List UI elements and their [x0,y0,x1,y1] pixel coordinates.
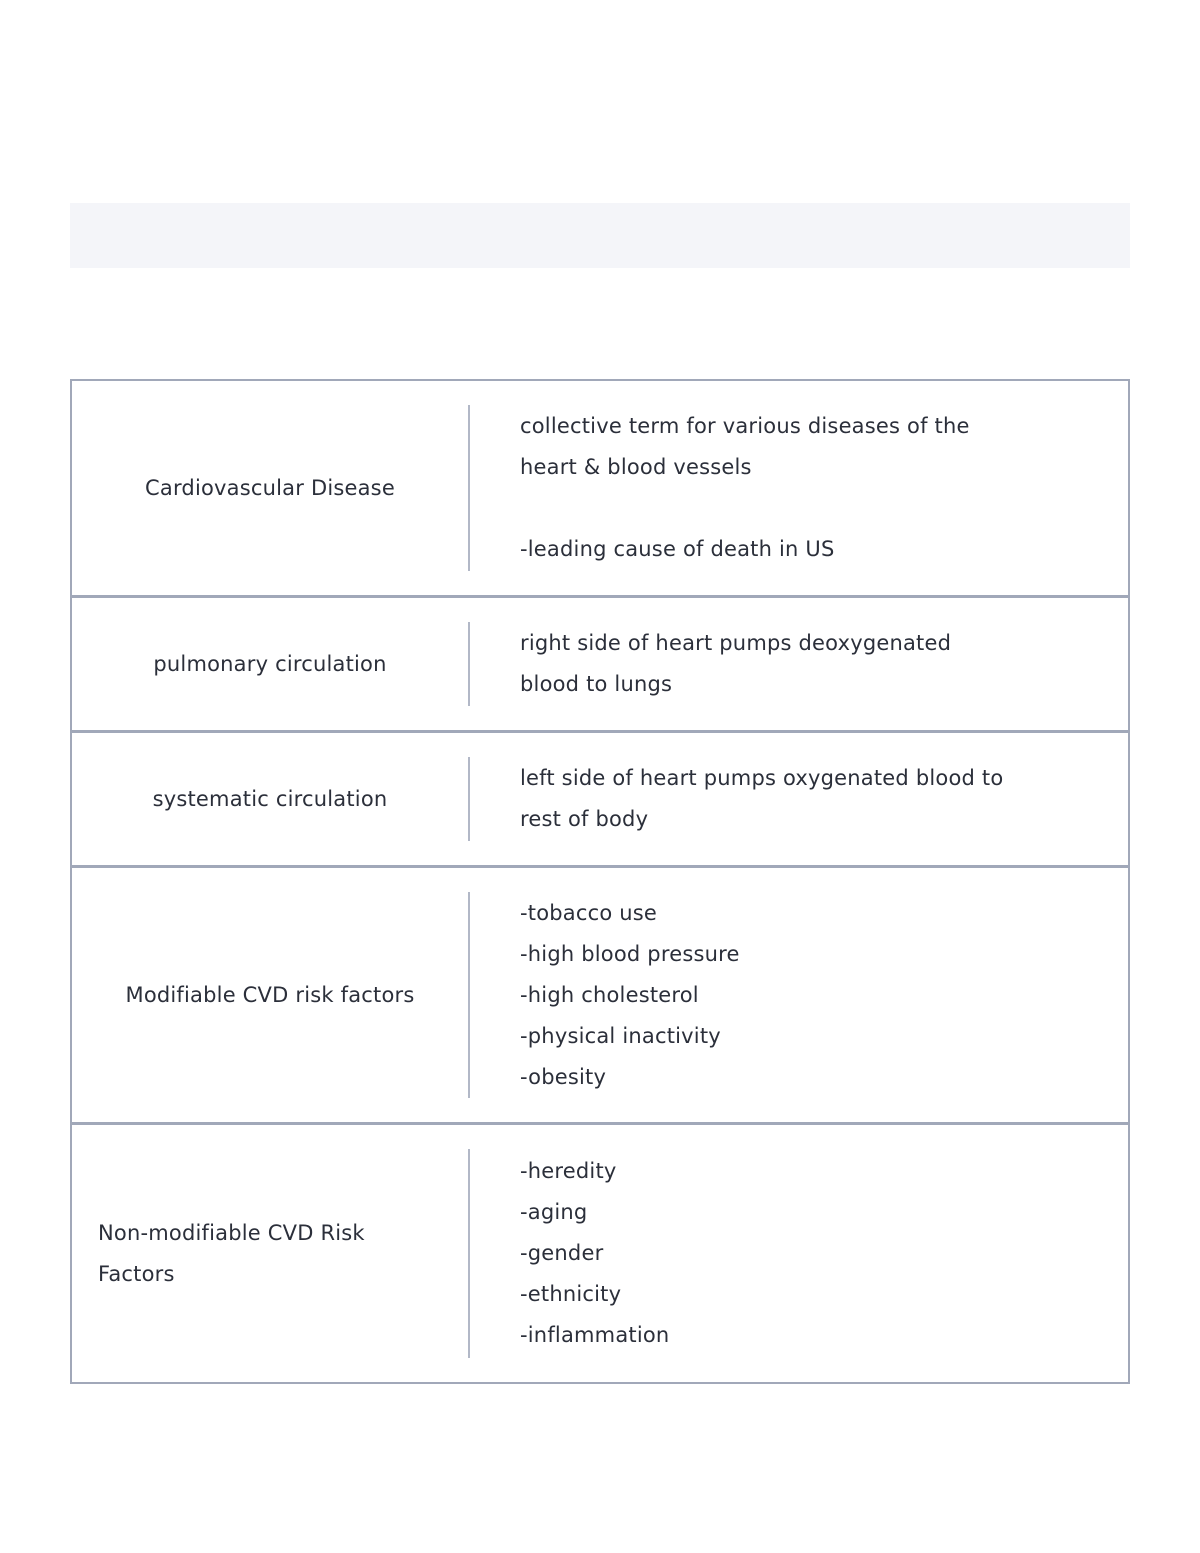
flashcard-definition [470,757,1128,841]
flashcard-row [72,1125,1128,1382]
flashcard-row [72,733,1128,868]
term-line: Non-modifiable CVD Risk [98,1220,365,1245]
flashcard-row [72,381,1128,598]
definition-line: blood to lungs [520,672,673,696]
definition-line: -heredity [520,1159,617,1183]
flashcard-term [72,405,470,571]
flashcard-definition [470,622,1128,706]
definition-line: -gender [520,1241,604,1265]
definition-line: collective term for various diseases of the [520,414,970,438]
term-text: Cardiovascular Disease [145,475,395,500]
flashcard-term [72,892,470,1098]
definition-line: -inflammation [520,1323,670,1347]
term-line: Factors [98,1261,175,1286]
term-text: systematic circulation [152,786,388,811]
definition-line: -high cholesterol [520,982,699,1007]
definition-line: -high blood pressure [520,941,740,966]
definition-line: left side of heart pumps oxygenated blood to [520,766,1004,790]
term-text: Modifiable CVD risk factors [125,982,415,1007]
definition-line: -physical inactivity [520,1023,721,1048]
flashcard-definition [470,1149,1128,1358]
definition-line: rest of body [520,807,649,831]
definition-line: right side of heart pumps deoxygenated [520,631,952,655]
flashcard-table [70,379,1130,1384]
flashcard-definition [470,892,1128,1098]
flashcard-term [72,757,470,841]
flashcard-row [72,598,1128,733]
definition-line: heart & blood vessels [520,455,752,479]
definition-line: -obesity [520,1064,607,1089]
flashcard-definition [470,405,1128,571]
definition-line: -ethnicity [520,1282,622,1306]
header-band [70,203,1130,268]
definition-line: -aging [520,1200,588,1224]
term-text: pulmonary circulation [153,651,387,676]
flashcard-term [72,622,470,706]
definition-line: -tobacco use [520,900,658,925]
definition-line [520,488,1088,529]
flashcard-row [72,868,1128,1125]
flashcard-term [72,1149,470,1358]
definition-line: -leading cause of death in US [520,537,835,561]
